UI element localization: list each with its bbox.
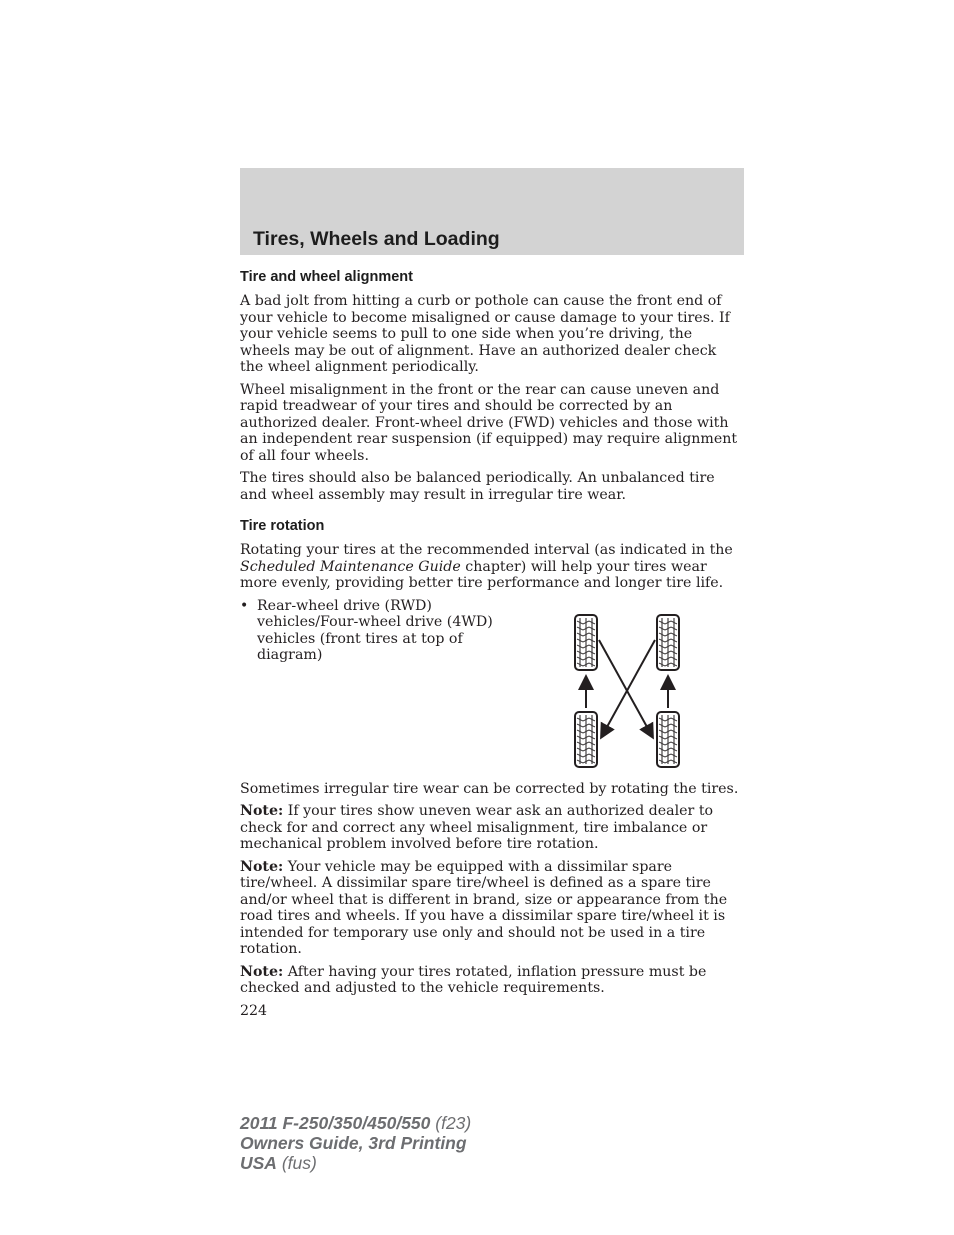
rwd-4wd-bullet: Rear-wheel drive (RWD) vehicles/Four-wheel drive (4WD) vehicles (front tires at top of diagram) (257, 597, 493, 663)
footer-model-code: (f23) (430, 1113, 472, 1133)
rotation-heading: Tire rotation (240, 518, 325, 534)
rotation-intro (240, 542, 744, 592)
alignment-paragraph-2: Wheel misalignment in the front or the rear can cause uneven and rapid treadwear of your tires and should be corrected by an authorized dealer. Front-wheel drive (FWD) vehicles and those with an independent rear suspension (if equipped) may require alignment of all four wheels. (240, 381, 738, 464)
note-uneven-wear (240, 803, 744, 853)
note-text: If your tires show uneven wear ask an authorized dealer to check for and correct any wheel misalignment, tire imbalance or mechanical problem involved before tire rotation. (240, 803, 714, 852)
document-footer (240, 1113, 471, 1173)
alignment-paragraph-3: The tires should also be balanced periodically. An unbalanced tire and wheel assembly may result in irregular tire wear. (240, 470, 715, 503)
rotation-intro-start: Rotating your tires at the recommended interval (as indicated in the (240, 542, 733, 558)
front-right-tire-icon (657, 615, 679, 670)
rotation-intro-end: chapter) will help your tires wear more evenly, providing better tire performance and longer tire life. (240, 558, 724, 591)
note-text: Your vehicle may be equipped with a dissimilar spare tire/wheel. A dissimilar spare tire/wheel is defined as a spare tire and/or wheel that is different in brand, size or appearance from the road tires and wheels. If you have a dissimilar spare tire/wheel it is intended for temporary use only and should not be used in a tire rotation. (240, 858, 728, 957)
front-right-to-rear-left-arrow-icon (602, 640, 655, 736)
tire-rotation-diagram (570, 610, 690, 770)
footer-market: USA (240, 1153, 277, 1173)
footer-guide: Owners Guide, 3rd Printing (240, 1133, 467, 1153)
note-text: After having your tires rotated, inflation pressure must be checked and adjusted to the vehicle requirements. (240, 963, 707, 996)
section-title: Tires, Wheels and Loading (253, 228, 500, 250)
footer-market-line (240, 1153, 471, 1173)
maintenance-guide-reference: Scheduled Maintenance Guide (240, 558, 461, 575)
alignment-heading: Tire and wheel alignment (240, 269, 413, 285)
rotation-bullet-block (240, 598, 744, 778)
page-content (240, 268, 744, 1019)
note-label: Note: (240, 963, 284, 980)
footer-model-line (240, 1113, 471, 1133)
irregular-wear-paragraph: Sometimes irregular tire wear can be corrected by rotating the tires. (240, 780, 739, 797)
rear-right-tire-icon (657, 712, 679, 767)
footer-model: 2011 F-250/350/450/550 (240, 1113, 431, 1133)
footer-guide-line (240, 1133, 471, 1153)
rear-left-tire-icon (575, 712, 597, 767)
bullet-marker: • (240, 597, 249, 614)
footer-market-code: (fus) (276, 1153, 317, 1173)
section-header-band (240, 168, 744, 255)
page-number: 224 (240, 1002, 268, 1019)
note-label: Note: (240, 858, 284, 875)
note-inflation-pressure (240, 964, 744, 997)
note-label: Note: (240, 803, 284, 819)
front-left-to-rear-right-arrow-icon (599, 640, 652, 736)
note-dissimilar-spare (240, 859, 744, 958)
front-left-tire-icon (575, 615, 597, 670)
alignment-paragraph-1: A bad jolt from hitting a curb or pothole can cause the front end of your vehicle to become misaligned or cause damage to your tires. If your vehicle seems to pull to one side when you’re driving, the wheels may be out of alignment. Have an authorized dealer check the wheel alignment periodically. (240, 293, 730, 375)
